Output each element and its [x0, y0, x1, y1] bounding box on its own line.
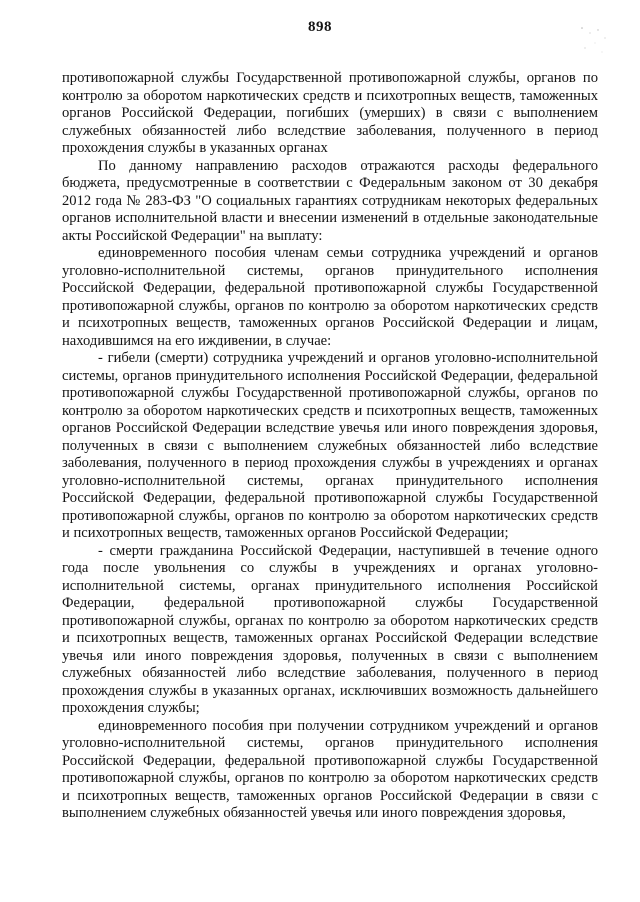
paragraph-family-allowance: единовременного пособия членам семьи сотрудника учреждений и органов уголовно-исполнительной системы, органов принудительного исполнения Российской Федерации, федеральной противопожарной службы Государственной противопожарной службы, органов по контролю за оборотом наркотических средств и психотропных веществ, таможенных органов Российской Федерации и лицам, находившимся на его иждивении, в случае: [62, 245, 598, 349]
document-body [62, 70, 598, 823]
paragraph-death-after-dismissal: - смерти гражданина Российской Федерации, наступившей в течение одного года после увольнения со службы в учреждениях и органах уголовно-исполнительной системы, органах принудительного исполнения Российской Федерации, федеральной противопожарной службы Государственной противопожарной службы, органах по контролю за оборотом наркотических средств и психотропных веществ, таможенных органах Российской Федерации вследствие увечья или иного повреждения здоровья, полученных в связи с выполнением служебных обязанностей либо вследствие заболевания, полученного в период прохождения службы в указанных органах, исключивших возможность дальнейшего прохождения службы; [62, 542, 598, 716]
paragraph-expense-description: По данному направлению расходов отражаются расходы федерального бюджета, предусмотренные в соответствии с Федеральным законом от 30 декабря 2012 года № 283-ФЗ "О социальных гарантиях сотрудникам некоторых федеральных органов исполнительной власти и внесении изменений в отдельные законодательные акты Российской Федерации" на выплату: [62, 157, 598, 244]
paragraph-continuation: противопожарной службы Государственной противопожарной службы, органов по контролю за оборотом наркотических средств и психотропных веществ, таможенных органов Российской Федерации, погибших (умерших) в связи с выполнением служебных обязанностей либо вследствие заболевания, полученного в период прохождения службы в указанных органах [62, 70, 598, 156]
paragraph-injury-allowance: единовременного пособия при получении сотрудником учреждений и органов уголовно-исполнительной системы, органов принудительного исполнения Российской Федерации, федеральной противопожарной службы Государственной противопожарной службы, органов по контролю за оборотом наркотических средств и психотропных веществ, таможенных органов Российской Федерации в связи с выполнением служебных обязанностей увечья или иного повреждения здоровья, [62, 717, 598, 821]
page-number: 898 [308, 19, 332, 35]
paragraph-death-of-officer: - гибели (смерти) сотрудника учреждений и органов уголовно-исполнительной системы, органов принудительного исполнения Российской Федерации, федеральной противопожарной службы Государственной противопожарной службы, органов по контролю за оборотом наркотических средств и психотропных веществ, таможенных органов Российской Федерации вследствие увечья или иного повреждения здоровья, полученных в связи с выполнением служебных обязанностей либо вследствие заболевания, полученного в период прохождения службы в учреждениях и органах уголовно-исполнительной системы, органах принудительного исполнения Российской Федерации, федеральной противопожарной службы Государственной противопожарной службы, органов по контролю за оборотом наркотических средств и психотропных веществ, таможенных органов Российской Федерации; [62, 350, 598, 541]
scan-noise-mark [576, 24, 610, 58]
